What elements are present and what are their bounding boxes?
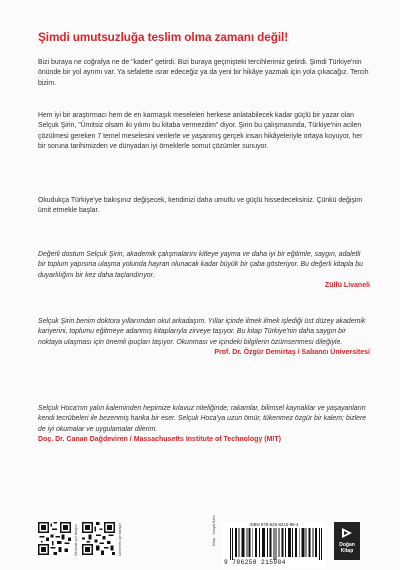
publisher-mark-icon [341, 527, 353, 539]
publisher-logo [334, 522, 360, 560]
qr-icon [82, 522, 115, 555]
qr-code-left[interactable] [38, 522, 71, 555]
intro-paragraph-1 [38, 58, 370, 89]
category-vertical-text: Kitap · Sosyal Bilim [212, 515, 216, 546]
headline: Şimdi umutsuzluğa teslim olma zamanı değil! [38, 30, 289, 44]
qr-right-caption: Dinlemek için tarayın [118, 522, 122, 556]
isbn-text: ISBN 978-625-8215-98-4 [249, 522, 299, 527]
quote-dagdeviren [38, 404, 370, 446]
quote-livaneli [38, 250, 370, 292]
quote-text: Selçuk Hoca'nın yalın kaleminden hepimize kılavuz niteliğinde; rakamlar, bilimsel kaynaklar ve yaşayanların kendi tecrübeleri ile bezenmiş harika bir eser. Selçuk Hoca'ya uzun ömür, tükenmez özgür bir kalem; bizlere de iyi okumalar ve uygulamalar dilerim. [38, 405, 367, 433]
quote-demirtas [38, 317, 370, 359]
qr-left-caption: Okumak için tarayın [74, 524, 78, 556]
quote-author: Doç. Dr. Canan Dağdeviren / Massachusetts Institute of Technology (MIT) [38, 436, 281, 444]
quote-text: Değerli dostum Selçuk Şirin, akademik çalışmalarını kitleye yayma ve daha iyi bir eğitimle, saygın, adaletli bir toplum yapısına ulaşma yolunda hayran olunacak kadar büyük bir çaba gösteriyor. Bu değerli kitapla bu duyarlılığını bir kez daha taçlandırıyor. [38, 251, 363, 279]
publisher-name [334, 542, 360, 554]
intro-text-2: Hem iyi bir araştırmacı hem de en karmaşık meseleleri herkese anlatabilecek kadar güçlü bir yazar olan Selçuk Şirin, "Ümitsiz olsam iki yılımı bu kitaba vermezdim" diyor. Şirin bu çalışmasında, Türkiye'nin acilen çözülmesi gereken 7 temel meselesini verilerle ve yaşanmış gerçek insan hikâyeleriyle ortaya koyuyor, her bir soruna tarihimizden ve dünyadan iyi örneklerle somut çözümler sunuyor. [38, 112, 363, 151]
publisher-name-line2: Kitap [340, 548, 354, 554]
ean-number: 9 786258 215984 [224, 559, 286, 566]
intro-paragraph-3 [38, 196, 370, 217]
barcode-area [222, 522, 326, 568]
barcode-icon [230, 528, 322, 560]
quote-author: Prof. Dr. Özgür Demirtaş / Sabancı Üniversitesi [214, 349, 370, 357]
quote-text: Selçuk Şirin benim doktora yıllarımdan okul arkadaşım. Yıllar içinde ilmek ilmek işlediği üst düzey akademik kariyerini, toplumu eğitmeye adanmış kitaplarıyla zirveye taşıyor. Bu kitap Türkiye'nin daha saygın bir noktaya ulaşması için önemli ipuçları taşıyor. Okunması ve içindeki bilgilerin özümsenmesi dileğiyle. [38, 318, 366, 346]
quote-author: Zülfü Livaneli [324, 282, 370, 290]
qr-icon [38, 522, 71, 555]
intro-paragraph-2 [38, 111, 370, 153]
qr-code-right[interactable] [82, 522, 115, 555]
intro-text-1: Bizi buraya ne coğrafya ne de "kader" getirdi. Bizi buraya geçmişteki tercihlerimiz getirdi. Şimdi Türkiye'nin önünde bir yol ayrımı var. Ya sefalette ısrar edeceğiz ya da yeni bir hikâye yazmak için yola çıkacağız. Tercih bizim. [38, 59, 369, 87]
intro-text-3: Okudukça Türkiye'ye bakışınız değişecek, kendinizi daha umutlu ve güçlü hissedeceksiniz. Çünkü değişim ümit etmekle başlar. [38, 197, 363, 215]
publisher-name-line1: Doğan [339, 542, 355, 548]
